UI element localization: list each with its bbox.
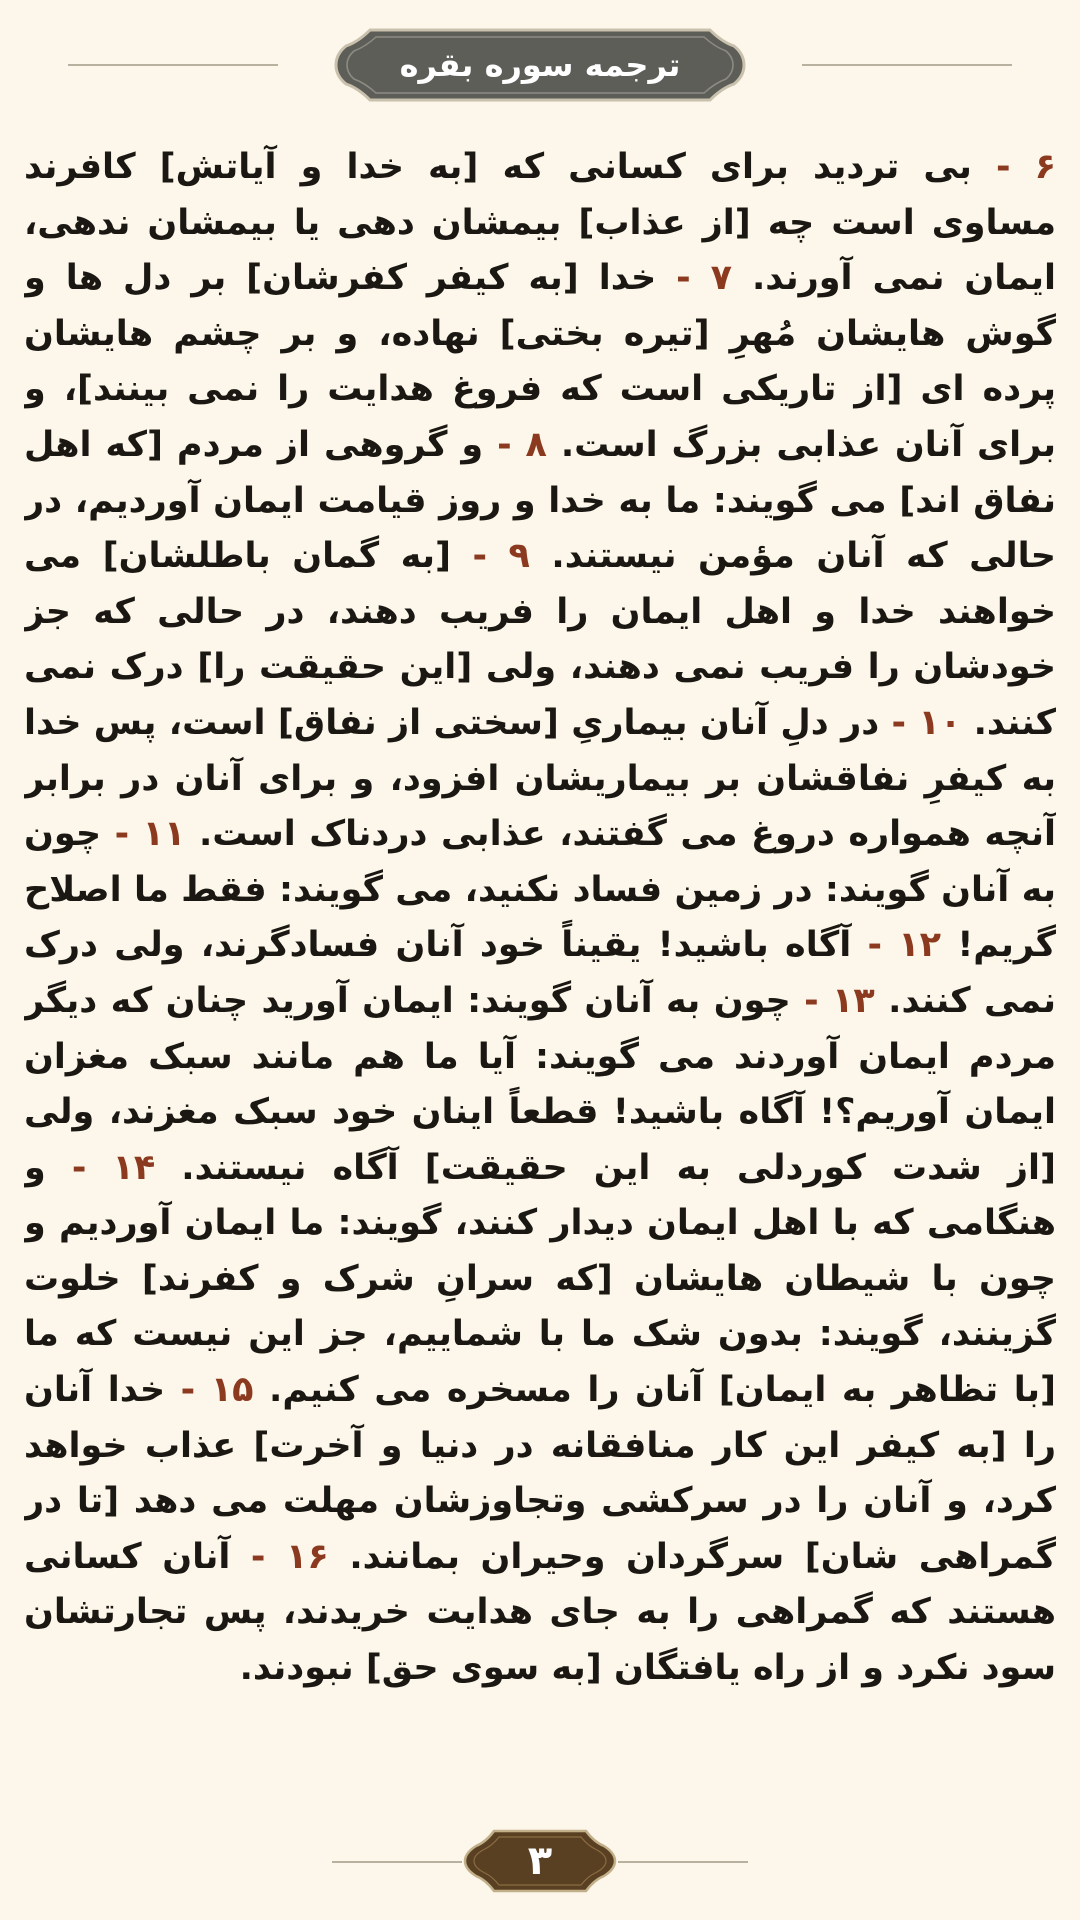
verse-number: ۹ xyxy=(508,536,530,577)
verse-11: ۱۱ - چون به آنان گویند: در زمین فساد نکنید، می گویند: فقط ما اصلاح گریم! xyxy=(24,814,1056,966)
verse-text: و گروهی از مردم [که اهل نفاق اند] می گویند: ما به خدا و روز قیامت ایمان آوردیم، در حالی که آنان مؤمن نیستند. xyxy=(24,424,1056,577)
verse-number: ۱۲ xyxy=(898,925,942,966)
verse-text: خدا [به کیفر کفرشان] بر دل ها و گوش هایشان مُهرِ [تیره بختی] نهاده، و بر چشم هایشان پرده ای [از تاریکی است که فروغ هدایت را نمی بینند]، و برای آنان عذابی بزرگ است. xyxy=(24,258,1056,465)
verse-7: ۷ - خدا [به کیفر کفرشان] بر دل ها و گوش هایشان مُهرِ [تیره بختی] نهاده، و بر چشم هایشان پرده ای [از تاریکی است که فروغ هدایت را نمی بینند]، و برای آنان عذابی بزرگ است. xyxy=(24,258,1056,465)
verse-text: خدا آنان را [به کیفر این کار منافقانه در دنیا و آخرت] عذاب خواهد کرد، و آنان را در سرکشی وتجاوزشان مهلت می دهد [تا در گمراهی شان] سرگردان وحیران بمانند. xyxy=(24,1370,1056,1577)
verse-text: آگاه باشید! یقیناً خود آنان فسادگرند، ولی درک نمی کنند. xyxy=(24,925,1056,1021)
verse-8: ۸ - و گروهی از مردم [که اهل نفاق اند] می گویند: ما به خدا و روز قیامت ایمان آوردیم، در حالی که آنان مؤمن نیستند. xyxy=(24,424,1056,577)
verse-number: ۱۰ xyxy=(918,702,962,743)
verse-number: ۱۴ xyxy=(112,1147,156,1188)
header-rule-right xyxy=(802,64,1012,66)
verse-10: ۱۰ - در دلِ آنان بیماریِ [سختی از نفاق] است، پس خدا به کیفرِ نفاقشان بر بیماریشان افزود، و برای آنان در برابر آنچه همواره دروغ می گفتند، عذابی دردناک است. xyxy=(24,702,1056,855)
verse-16: ۱۶ - آنان کسانی هستند که گمراهی را به جای هدایت خریدند، پس تجارتشان سود نکرد و از راه یافتگان [به سوی حق] نبودند. xyxy=(24,1536,1056,1689)
page-number-badge xyxy=(460,1826,620,1896)
verse-number: ۱۵ xyxy=(210,1370,254,1411)
footer-rule-left xyxy=(332,1861,462,1863)
surah-title: ترجمه سوره بقره xyxy=(399,46,681,84)
verse-text: چون به آنان گویند: در زمین فساد نکنید، می گویند: فقط ما اصلاح گریم! xyxy=(24,814,1056,966)
verse-text: آنان کسانی هستند که گمراهی را به جای هدایت خریدند، پس تجارتشان سود نکرد و از راه یافتگان [به سوی حق] نبودند. xyxy=(24,1536,1056,1689)
verse-12: ۱۲ - آگاه باشید! یقیناً خود آنان فسادگرند، ولی درک نمی کنند. xyxy=(24,925,1056,1021)
verse-15: ۱۵ - خدا آنان را [به کیفر این کار منافقانه در دنیا و آخرت] عذاب خواهد کرد، و آنان را در سرکشی وتجاوزشان مهلت می دهد [تا در گمراهی شان] سرگردان وحیران بمانند. xyxy=(24,1370,1056,1577)
page-footer xyxy=(0,1826,1080,1896)
verse-number: ۱۱ xyxy=(142,814,186,855)
page-header xyxy=(0,24,1080,106)
verse-14: ۱۴ - و هنگامی که با اهل ایمان دیدار کنند، گویند: ما ایمان آوردیم و چون با شیطان هایشان [که سرانِ شرک و کفرند] خلوت گزینند، گویند: بدون شک ما با شماییم، جز این نیست که ما [با تظاهر به ایمان] آنان را مسخره می کنیم. xyxy=(24,1147,1056,1411)
verse-number: ۱۳ xyxy=(832,980,875,1021)
verse-9: ۹ - [به گمان باطلشان] می خواهند خدا و اهل ایمان را فریب دهند، در حالی که جز خودشان را فریب نمی دهند، ولی [این حقیقت را] درک نمی کنند. xyxy=(24,536,1056,743)
verse-6: ۶ - بی تردید برای کسانی که [به خدا و آیاتش] کافرند مساوی است چه [از عذاب] بیمشان دهی یا بیمشان ندهی، ایمان نمی آورند. xyxy=(24,147,1056,299)
surah-title-badge xyxy=(330,24,750,106)
verse-number: ۱۶ xyxy=(286,1536,329,1577)
footer-rule-right xyxy=(618,1861,748,1863)
verse-number: ۷ xyxy=(710,258,732,299)
verse-text: چون به آنان گویند: ایمان آورید چنان که دیگر مردم ایمان آوردند می گویند: آیا ما هم مانند سبک مغزان ایمان آوریم؟! آگاه باشید! قطعاً اینان خود سبک مغزند، ولی [از شدت کوردلی به این حقیقت] آگاه نیستند. xyxy=(24,980,1056,1188)
translation-text xyxy=(24,140,1056,1780)
verse-text: [به گمان باطلشان] می خواهند خدا و اهل ایمان را فریب دهند، در حالی که جز خودشان را فریب نمی دهند، ولی [این حقیقت را] درک نمی کنند. xyxy=(24,536,1056,743)
verse-text: و هنگامی که با اهل ایمان دیدار کنند، گویند: ما ایمان آوردیم و چون با شیطان هایشان [که سرانِ شرک و کفرند] خلوت گزینند، گویند: بدون شک ما با شماییم، جز این نیست که ما [با تظاهر به ایمان] آنان را مسخره می کنیم. xyxy=(24,1147,1056,1411)
verse-number: ۸ xyxy=(525,424,547,465)
verse-text: بی تردید برای کسانی که [به خدا و آیاتش] کافرند مساوی است چه [از عذاب] بیمشان دهی یا بیمشان ندهی، ایمان نمی آورند. xyxy=(24,147,1056,299)
verse-13: ۱۳ - چون به آنان گویند: ایمان آورید چنان که دیگر مردم ایمان آوردند می گویند: آیا ما هم مانند سبک مغزان ایمان آوریم؟! آگاه باشید! قطعاً اینان خود سبک مغزند، ولی [از شدت کوردلی به این حقیقت] آگاه نیستند. xyxy=(24,980,1056,1188)
page-number: ۳ xyxy=(527,1838,553,1884)
verse-number: ۶ xyxy=(1034,147,1056,187)
verse-text: در دلِ آنان بیماریِ [سختی از نفاق] است، پس خدا به کیفرِ نفاقشان بر بیماریشان افزود، و برای آنان در برابر آنچه همواره دروغ می گفتند، عذابی دردناک است. xyxy=(24,702,1056,855)
header-rule-left xyxy=(68,64,278,66)
